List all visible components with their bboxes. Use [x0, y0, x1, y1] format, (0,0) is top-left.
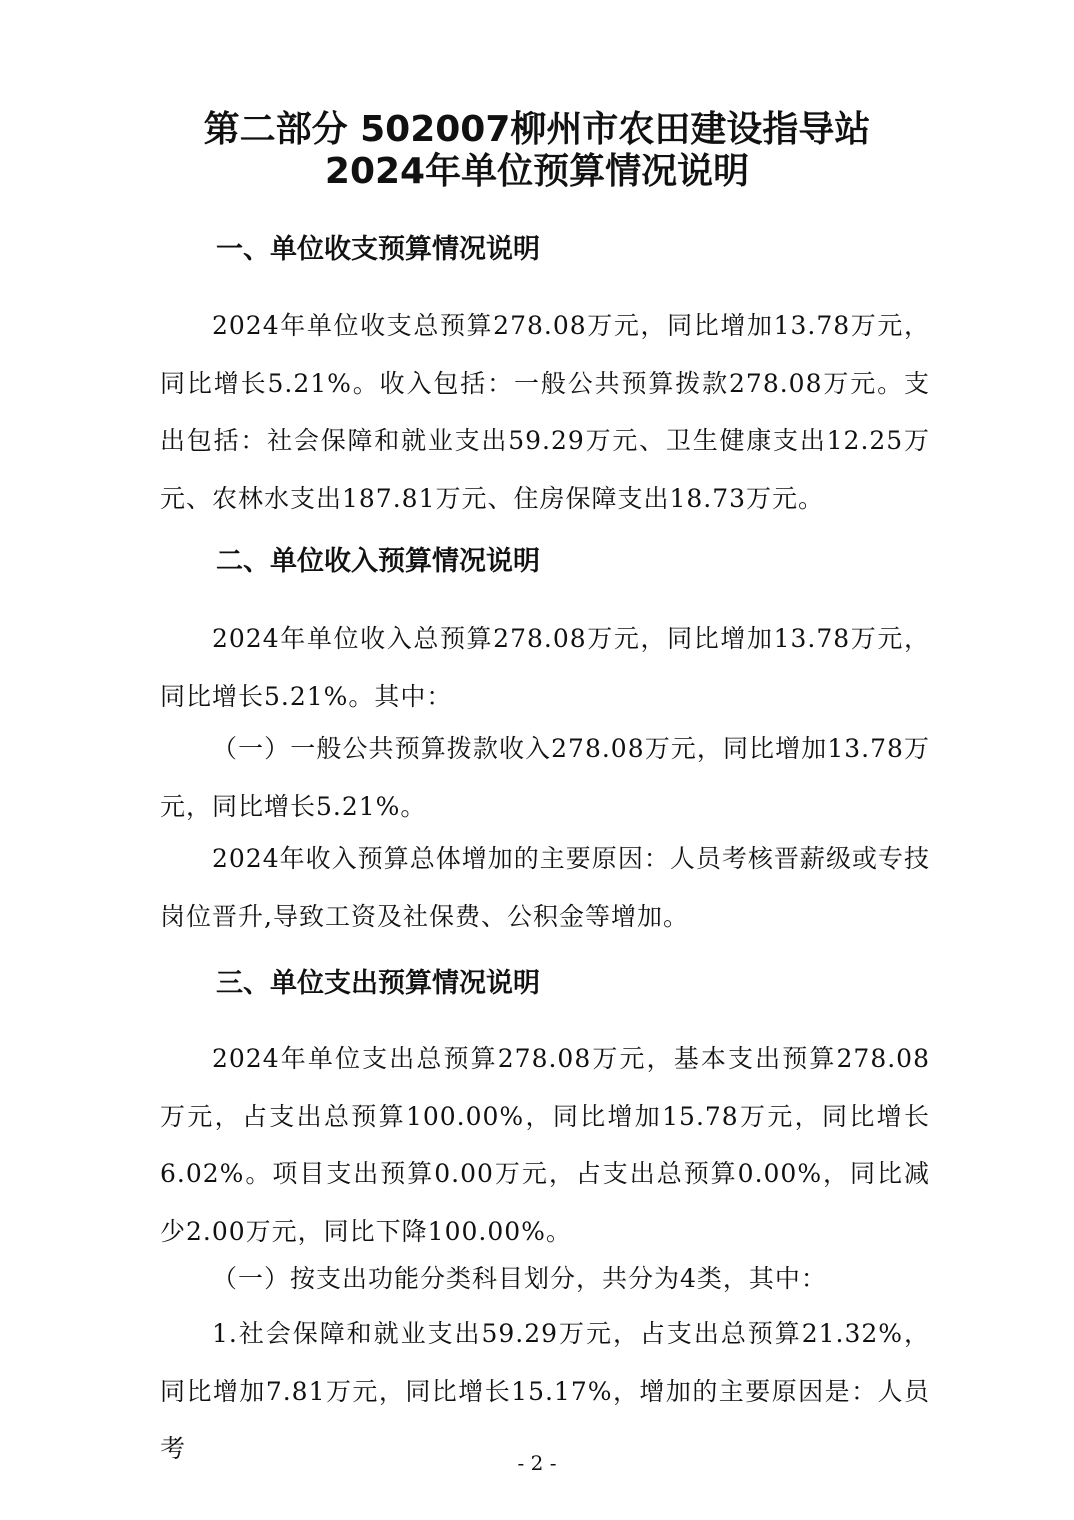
section-2-paragraph-2: （一）一般公共预算拨款收入278.08万元，同比增加13.78万元，同比增长5.21%。 — [160, 734, 930, 821]
section-3-paragraph-1: 2024年单位支出总预算278.08万元，基本支出预算278.08万元，占支出总预算100.00%，同比增加15.78万元，同比增长6.02%。项目支出预算0.00万元，占支出总预算0.00%，同比减少2.00万元，同比下降100.00%。 — [160, 1044, 930, 1246]
page-number: - 2 - — [517, 1451, 557, 1475]
section-3-paragraph-2: （一）按支出功能分类科目划分，共分为4类，其中： — [212, 1264, 827, 1293]
document-title-line1: 第二部分 502007柳州市农田建设指导站 — [203, 109, 871, 150]
section-1-paragraph-1: 2024年单位收支总预算278.08万元，同比增加13.78万元，同比增长5.21%。收入包括：一般公共预算拨款278.08万元。支出包括：社会保障和就业支出59.29万元、卫生健康支出12.25万元、农林水支出187.81万元、住房保障支出18.73万元。 — [160, 311, 930, 513]
section-heading-1: 一、单位收支预算情况说明 — [216, 234, 540, 265]
document-title-line2: 2024年单位预算情况说明 — [324, 151, 750, 192]
section-2-paragraph-1: 2024年单位收入总预算278.08万元，同比增加13.78万元，同比增长5.21%。其中： — [160, 624, 930, 711]
section-heading-3: 三、单位支出预算情况说明 — [216, 968, 540, 999]
section-2-paragraph-3: 2024年收入预算总体增加的主要原因：人员考核晋薪级或专技岗位晋升,导致工资及社保费、公积金等增加。 — [160, 844, 930, 931]
section-3-paragraph-3: 1.社会保障和就业支出59.29万元，占支出总预算21.32%，同比增加7.81万元，同比增长15.17%，增加的主要原因是：人员考 — [160, 1319, 930, 1463]
section-heading-2: 二、单位收入预算情况说明 — [216, 546, 540, 577]
